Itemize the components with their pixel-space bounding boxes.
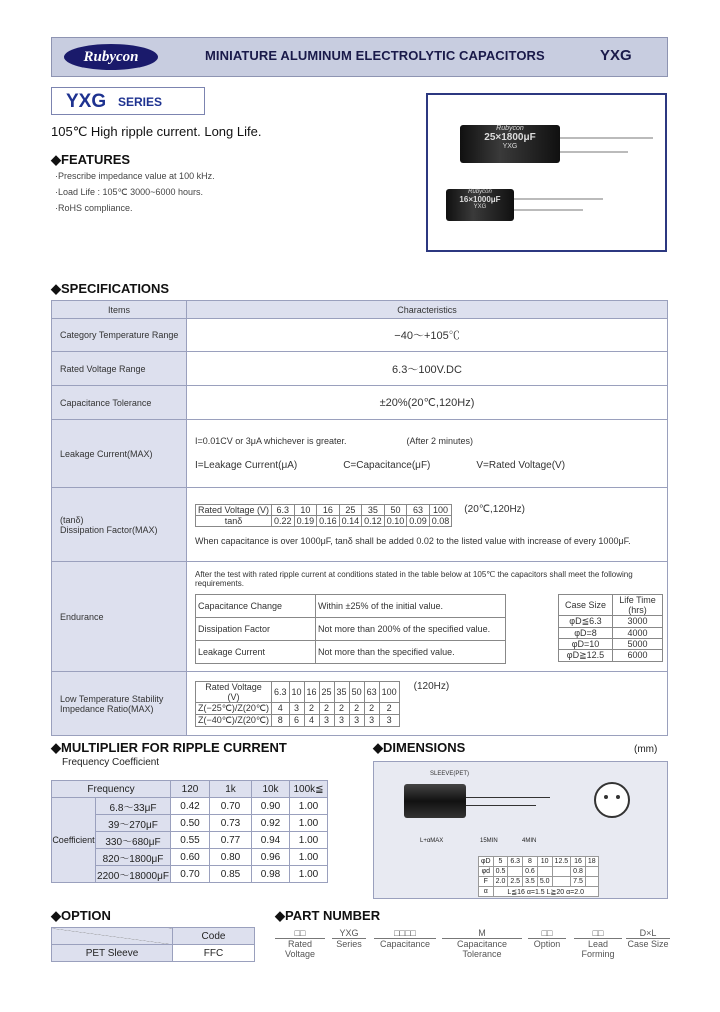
- series-suffix: SERIES: [118, 95, 163, 109]
- dim-cell: φd: [479, 867, 494, 877]
- voltage-cell: 16: [317, 504, 340, 515]
- dim-cell: L≦16 α=1.5 L≧20 α=2.0: [493, 887, 598, 897]
- coefficient-hdr: Coefficient: [52, 798, 96, 883]
- features-title: ◆FEATURES: [51, 152, 131, 167]
- part-segment-label: Case Size: [627, 939, 669, 949]
- req-item: Leakage Current: [196, 640, 316, 663]
- case-cell: φD=10: [559, 638, 613, 649]
- freq-cell: 100k≦: [290, 781, 328, 798]
- tan-cell: 0.16: [317, 515, 340, 526]
- part-segment-top: □□: [294, 928, 306, 938]
- dim-cell: [585, 867, 598, 877]
- coef-cell: 0.80: [210, 849, 252, 866]
- z-cell: 4: [271, 702, 289, 714]
- dim-hdr: 16: [571, 857, 586, 867]
- part-segment-label: Lead Forming: [574, 938, 622, 959]
- tan-cell: 0.19: [294, 515, 317, 526]
- range-cell: 39～270μF: [96, 815, 171, 832]
- z-cell: 2: [334, 702, 349, 714]
- z-cell: 2: [304, 702, 319, 714]
- part-segment: [374, 928, 436, 949]
- coef-cell: 0.77: [210, 832, 252, 849]
- tan-delta-row-label: tanδ: [196, 515, 272, 526]
- dim-cell: 2.5: [508, 877, 523, 887]
- dim-cell: F: [479, 877, 494, 887]
- z-cell: 3: [349, 714, 364, 726]
- z-cell: 2: [319, 702, 334, 714]
- coef-cell: 0.55: [171, 832, 210, 849]
- voltage-cell: 10: [289, 681, 304, 702]
- capacitor-small-image: [446, 189, 514, 221]
- range-cell: 6.8～33μF: [96, 798, 171, 815]
- lead-min-label: 15MIN: [480, 838, 498, 844]
- dim-hdr: 6.3: [508, 857, 523, 867]
- z-cell: 8: [271, 714, 289, 726]
- leakage-i-def: I=Leakage Current(μA): [195, 460, 298, 471]
- cap-rating: 16×1000μF: [459, 195, 501, 204]
- category-temp-label: Category Temperature Range: [52, 319, 187, 352]
- coef-cell: 0.42: [171, 798, 210, 815]
- dim-cell: 5.0: [537, 877, 552, 887]
- coef-cell: 0.50: [171, 815, 210, 832]
- coef-cell: 0.60: [171, 849, 210, 866]
- coef-cell: 1.00: [290, 798, 328, 815]
- tan-cell: 0.09: [407, 515, 430, 526]
- req-item: Capacitance Change: [196, 594, 316, 617]
- coef-cell: 0.98: [252, 866, 290, 883]
- option-table: [51, 927, 255, 962]
- req-value: Not more than 200% of the specified value.: [316, 617, 506, 640]
- dissipation-table: [195, 504, 452, 527]
- cap-series: YXG: [502, 143, 518, 150]
- coef-cell: 0.70: [210, 798, 252, 815]
- low-temp-label: [52, 672, 187, 736]
- tan-cell: 0.12: [362, 515, 385, 526]
- dim-cell: 0.6: [523, 867, 538, 877]
- coef-cell: 0.92: [252, 815, 290, 832]
- dim-cell: 2.0: [493, 877, 508, 887]
- voltage-cell: 10: [294, 504, 317, 515]
- part-number-title: ◆PART NUMBER: [275, 908, 381, 923]
- case-cell: φD=8: [559, 627, 613, 638]
- dissipation-note: When capacitance is over 1000μF, tanδ shall be added 0.02 to the listed value with increase of every 1000μF.: [195, 535, 631, 546]
- option-title: ◆OPTION: [51, 908, 111, 923]
- dim-cell: 0.8: [571, 867, 586, 877]
- col-items: Items: [52, 301, 187, 319]
- feature-item: ·RoHS compliance.: [55, 203, 133, 213]
- z-cell: 3: [289, 702, 304, 714]
- lead-hole: [616, 795, 620, 799]
- category-temp-value: −40～+105℃: [187, 319, 668, 352]
- low-temp-label-2: Impedance Ratio(MAX): [60, 703, 154, 714]
- lead-hole: [604, 795, 608, 799]
- tan-cell: 0.22: [272, 515, 295, 526]
- lead-line: [466, 805, 536, 806]
- end-view-circle: [594, 782, 630, 818]
- dim-cell: [552, 867, 571, 877]
- cap-brand: Rubycon: [496, 125, 524, 132]
- voltage-cell: 63: [364, 681, 379, 702]
- series-box: [51, 87, 205, 115]
- coef-cell: 1.00: [290, 866, 328, 883]
- low-temp-cond: (120Hz): [413, 680, 450, 692]
- sleeve-label: SLEEVE(PET): [430, 771, 470, 777]
- voltage-cell: 35: [362, 504, 385, 515]
- rated-voltage-label: Rated Voltage Range: [52, 352, 187, 386]
- part-segment-label: Capacitance Tolerance: [442, 938, 522, 959]
- coef-cell: 1.00: [290, 815, 328, 832]
- coef-cell: 0.96: [252, 849, 290, 866]
- lead2-min-label: 4MIN: [522, 838, 537, 844]
- leakage-time: (After 2 minutes): [406, 436, 474, 446]
- dim-cell: [508, 867, 523, 877]
- req-value: Not more than the specified value.: [316, 640, 506, 663]
- l-alpha-label: L+αMAX: [420, 838, 444, 844]
- dim-hdr: 12.5: [552, 857, 571, 867]
- voltage-cell: 25: [319, 681, 334, 702]
- hrs-cell: 3000: [613, 615, 663, 627]
- col-characteristics: Characteristics: [187, 301, 668, 319]
- voltage-cell: 50: [384, 504, 407, 515]
- multiplier-title: ◆MULTIPLIER FOR RIPPLE CURRENT: [51, 740, 287, 755]
- z-cell: 4: [304, 714, 319, 726]
- range-cell: 820～1800μF: [96, 849, 171, 866]
- dim-cell: [537, 867, 552, 877]
- hrs-cell: 5000: [613, 638, 663, 649]
- z-cell: 2: [349, 702, 364, 714]
- z-cell: 2: [379, 702, 399, 714]
- rated-voltage-value: 6.3～100V.DC: [187, 352, 668, 386]
- dim-hdr: 8: [523, 857, 538, 867]
- dimensions-title: ◆DIMENSIONS: [373, 740, 466, 755]
- capacitor-lead: [513, 198, 603, 200]
- part-segment-top: □□: [541, 928, 553, 938]
- z-cell: 3: [379, 714, 399, 726]
- part-segment-top: □□: [592, 928, 604, 938]
- voltage-cell: 25: [339, 504, 362, 515]
- dissipation-cond: (20℃,120Hz): [464, 503, 525, 515]
- part-segment-label: Series: [332, 938, 366, 949]
- part-segment-top: YXG: [339, 928, 359, 938]
- z-cell: 3: [364, 714, 379, 726]
- capacitor-lead: [558, 151, 628, 153]
- case-size-hdr: Case Size: [559, 594, 613, 615]
- tan-cell: 0.10: [384, 515, 407, 526]
- tan-cell: 0.14: [339, 515, 362, 526]
- part-segment: [275, 928, 325, 959]
- part-segment-top: D×L: [639, 928, 657, 938]
- specifications-table: [51, 300, 668, 736]
- rubycon-logo: Rubycon: [64, 44, 158, 70]
- option-row-label: PET Sleeve: [52, 945, 173, 962]
- header-title: MINIATURE ALUMINUM ELECTROLYTIC CAPACITORS: [205, 48, 545, 63]
- voltage-cell: 50: [349, 681, 364, 702]
- tan-delta-label: (tanδ): [60, 514, 84, 525]
- ripple-table: [51, 780, 328, 883]
- part-segment: [332, 928, 366, 949]
- voltage-cell: 16: [304, 681, 319, 702]
- lead-line: [466, 797, 550, 798]
- series-name: YXG: [66, 91, 107, 112]
- cap-rating: 25×1800μF: [484, 132, 536, 143]
- endurance-intro: After the test with rated ripple current at conditions stated in the table below at 105℃ the capacitors shall meet the following requirements.: [195, 569, 633, 588]
- part-segment-top: □□□□: [394, 928, 416, 938]
- part-segment: [574, 928, 622, 959]
- hrs-cell: 6000: [613, 649, 663, 661]
- leakage-c-def: C=Capacitance(μF): [343, 460, 431, 471]
- rated-voltage-hdr: Rated Voltage (V): [196, 504, 272, 515]
- z-cell: 2: [364, 702, 379, 714]
- leakage-v-def: V=Rated Voltage(V): [476, 460, 566, 471]
- range-cell: 2200～18000μF: [96, 866, 171, 883]
- cap-tolerance-label: Capacitance Tolerance: [52, 386, 187, 420]
- range-cell: 330～680μF: [96, 832, 171, 849]
- dim-cell: 3.5: [523, 877, 538, 887]
- z-cell: 3: [319, 714, 334, 726]
- tan-cell: 0.08: [429, 515, 452, 526]
- freq-cell: 1k: [210, 781, 252, 798]
- part-segment-label: Option: [528, 938, 566, 949]
- part-segment: [626, 928, 670, 949]
- voltage-cell: 35: [334, 681, 349, 702]
- coef-cell: 0.73: [210, 815, 252, 832]
- voltage-cell: 6.3: [271, 681, 289, 702]
- option-corner: [52, 928, 173, 945]
- part-segment-top: M: [478, 928, 486, 938]
- dim-cell: α: [479, 887, 494, 897]
- coef-cell: 0.94: [252, 832, 290, 849]
- product-photo: [426, 93, 667, 252]
- coef-cell: 1.00: [290, 849, 328, 866]
- cap-tolerance-value: ±20%(20℃,120Hz): [187, 386, 668, 420]
- tagline: 105℃ High ripple current. Long Life.: [51, 124, 262, 139]
- freq-cell: 10k: [252, 781, 290, 798]
- freq-cell: 120: [171, 781, 210, 798]
- req-item: Dissipation Factor: [196, 617, 316, 640]
- dim-hdr: 10: [537, 857, 552, 867]
- part-segment-label: Capacitance: [374, 938, 436, 949]
- impedance-table: [195, 681, 400, 727]
- impedance-row-label: Z(−25℃)/Z(20℃): [196, 702, 272, 714]
- leakage-label: Leakage Current(MAX): [52, 420, 187, 488]
- voltage-cell: 100: [379, 681, 399, 702]
- dim-cell: [585, 877, 598, 887]
- frequency-hdr: Frequency: [52, 781, 171, 798]
- dim-cell: 7.5: [571, 877, 586, 887]
- endurance-req-table: [195, 594, 506, 664]
- cap-brand: Rubycon: [468, 189, 492, 195]
- dim-cell: 0.5: [493, 867, 508, 877]
- dissipation-factor-label: Dissipation Factor(MAX): [60, 524, 158, 535]
- rated-voltage-hdr: Rated Voltage (V): [196, 681, 272, 702]
- capacitor-large-image: [460, 125, 560, 163]
- endurance-label: Endurance: [52, 562, 187, 672]
- option-code-hdr: Code: [173, 928, 255, 945]
- dim-hdr: 5: [493, 857, 508, 867]
- low-temp-label-1: Low Temperature Stability: [60, 693, 164, 704]
- z-cell: 3: [334, 714, 349, 726]
- dim-hdr: φD: [479, 857, 494, 867]
- voltage-cell: 100: [429, 504, 452, 515]
- z-cell: 6: [289, 714, 304, 726]
- coef-cell: 0.70: [171, 866, 210, 883]
- coef-cell: 0.85: [210, 866, 252, 883]
- case-cell: φD≧12.5: [559, 649, 613, 661]
- coef-cell: 0.90: [252, 798, 290, 815]
- dimensions-unit: (mm): [634, 744, 658, 755]
- multiplier-subtitle: Frequency Coefficient: [62, 757, 160, 768]
- part-segment: [528, 928, 566, 949]
- dimension-table: [478, 856, 599, 897]
- req-value: Within ±25% of the initial value.: [316, 594, 506, 617]
- feature-item: ·Prescribe impedance value at 100 kHz.: [55, 171, 215, 181]
- option-row-code: FFC: [173, 945, 255, 962]
- life-time-hdr: Life Time (hrs): [613, 594, 663, 615]
- dim-cell: [552, 877, 571, 887]
- case-cell: φD≦6.3: [559, 615, 613, 627]
- capacitor-lead: [513, 209, 583, 211]
- cap-series: YXG: [473, 204, 487, 210]
- voltage-cell: 63: [407, 504, 430, 515]
- hrs-cell: 4000: [613, 627, 663, 638]
- impedance-row-label: Z(−40℃)/Z(20℃): [196, 714, 272, 726]
- header-series: YXG: [600, 47, 632, 64]
- coef-cell: 1.00: [290, 832, 328, 849]
- part-segment-label: Rated Voltage: [275, 938, 325, 959]
- capacitor-lead: [558, 137, 653, 139]
- dissipation-label: [52, 488, 187, 562]
- part-segment: [442, 928, 522, 959]
- feature-item: ·Load Life : 105℃ 3000~6000 hours.: [55, 187, 203, 197]
- leakage-formula: I=0.01CV or 3μA whichever is greater.: [195, 436, 347, 446]
- capacitor-body-drawing: [404, 784, 466, 818]
- specifications-title: ◆SPECIFICATIONS: [51, 281, 170, 296]
- dim-hdr: 18: [585, 857, 598, 867]
- voltage-cell: 6.3: [272, 504, 295, 515]
- life-table: [558, 594, 663, 662]
